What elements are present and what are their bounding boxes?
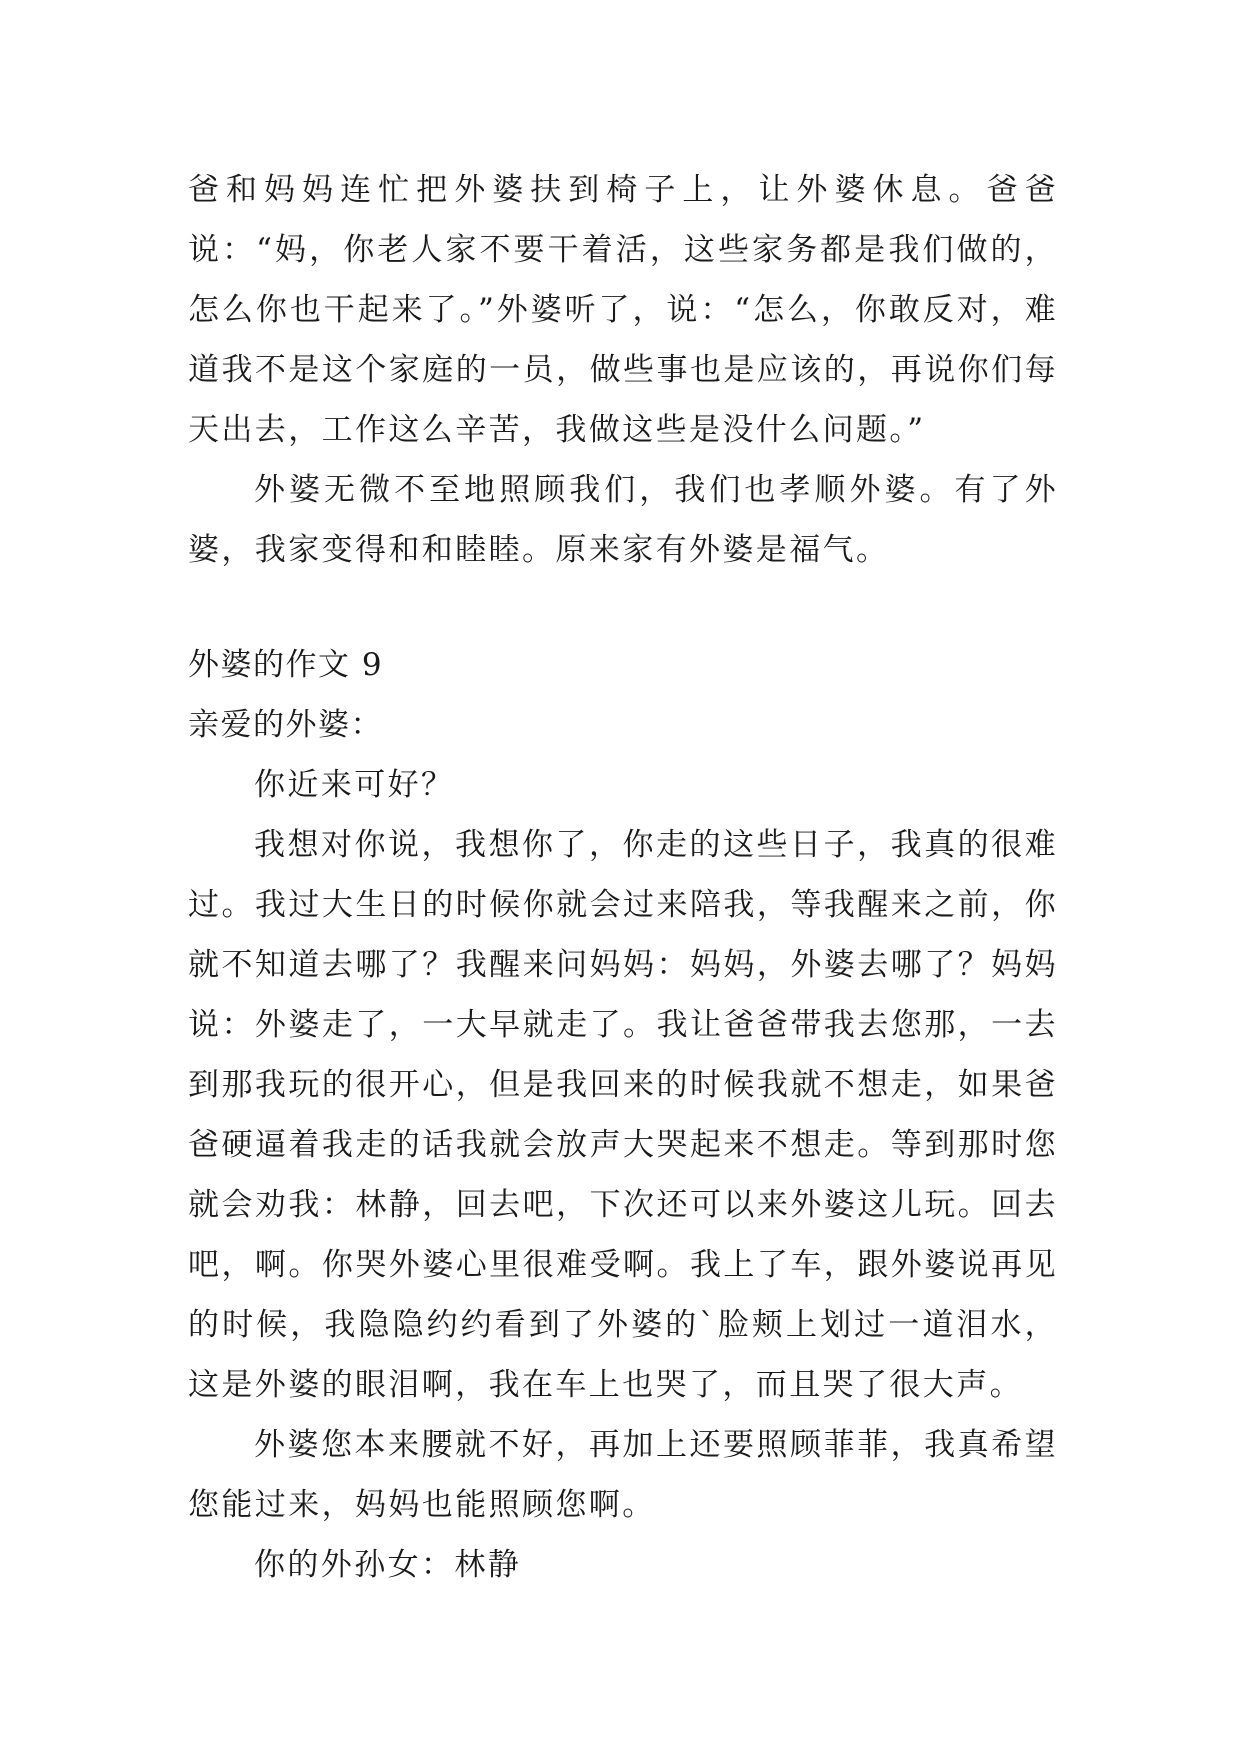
paragraph-conclusion: 外婆无微不至地照顾我们，我们也孝顺外婆。有了外婆，我家变得和和睦睦。原来家有外婆是福气。	[188, 472, 1058, 568]
paragraph-continued: 爸和妈妈连忙把外婆扶到椅子上，让外婆休息。爸爸说：“妈，你老人家不要干着活，这些家务都是我们做的，怎么你也干起来了。”外婆听了，说：“怎么，你敢反对，难道我不是这个家庭的一员，做些事也是应该的，再说你们每天出去，工作这么辛苦，我做这些是没什么问题。”	[188, 172, 1058, 448]
document-page	[188, 160, 1058, 1595]
letter-salutation: 亲爱的外婆：	[188, 707, 383, 743]
letter-body-paragraph: 我想对你说，我想你了，你走的这些日子，我真的很难过。我过大生日的时候你就会过来陪我，等我醒来之前，你就不知道去哪了？我醒来问妈妈：妈妈，外婆去哪了？妈妈说：外婆走了，一大早就走了。我让爸爸带我去您那，一去到那我玩的很开心，但是我回来的时候我就不想走，如果爸爸硬逼着我走的话我就会放声大哭起来不想走。等到那时您就会劝我：林静，回去吧，下次还可以来外婆这儿玩。回去吧，啊。你哭外婆心里很难受啊。我上了车，跟外婆说再见的时候，我隐隐约约看到了外婆的`脸颊上划过一道泪水，这是外婆的眼泪啊，我在车上也哭了，而且哭了很大声。	[188, 827, 1058, 1403]
essay-title: 外婆的作文 9	[188, 647, 384, 683]
letter-body-paragraph: 外婆您本来腰就不好，再加上还要照顾菲菲，我真希望您能过来，妈妈也能照顾您啊。	[188, 1427, 1058, 1523]
letter-signature: 你的外孙女：林静	[254, 1547, 522, 1583]
letter-greeting: 你近来可好？	[254, 767, 455, 803]
